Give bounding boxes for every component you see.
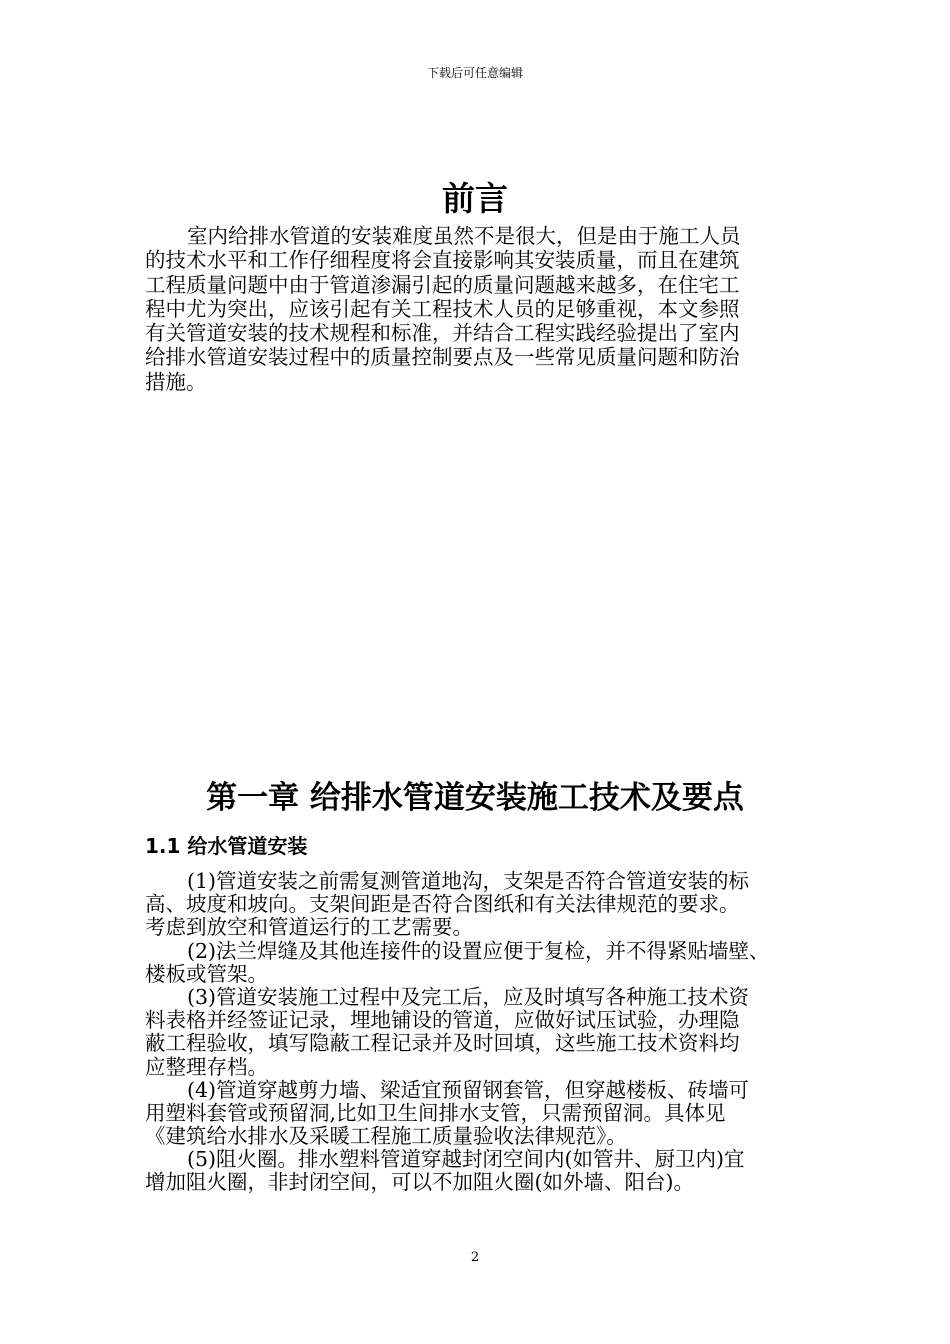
paragraph-line: 用塑料套管或预留洞,比如卫生间排水支管，只需预留洞。具体见 (145, 1100, 726, 1125)
paragraph-line: 给排水管道安装过程中的质量控制要点及一些常见质量问题和防治 (145, 345, 740, 370)
page-number: 2 (470, 1250, 480, 1265)
paragraph-line: 有关管道安装的技术规程和标准，并结合工程实践经验提出了室内 (145, 321, 740, 346)
paragraph-line: 高、坡度和坡向。支架间距是否符合图纸和有关法律规范的要求。 (145, 892, 740, 917)
paragraph-line: (3)管道安装施工过程中及完工后，应及时填写各种施工技术资 (187, 984, 750, 1009)
paragraph-line: 楼板或管架。 (145, 961, 268, 986)
paragraph-line: 考虑到放空和管道运行的工艺需要。 (145, 915, 473, 940)
paragraph-line: 工程质量问题中由于管道渗漏引起的质量问题越来越多，在住宅工 (145, 272, 740, 297)
paragraph-line: 室内给排水管道的安装难度虽然不是很大，但是由于施工人员 (187, 224, 741, 248)
paragraph-line: (2)法兰焊缝及其他连接件的设置应便于复检，并不得紧贴墙壁、 (187, 938, 770, 963)
paragraph-line: 《建筑给水排水及采暖工程施工质量验收法律规范》。 (145, 1124, 627, 1149)
paragraph-line: 程中尤为突出，应该引起有关工程技术人员的足够重视，本文参照 (145, 296, 740, 321)
paragraph-line: (4)管道穿越剪力墙、梁适宜预留钢套管，但穿越楼板、砖墙可 (187, 1077, 750, 1102)
chapter-body (145, 870, 825, 1195)
page-header-note: 下载后可任意编辑 (426, 66, 523, 80)
paragraph-line: 增加阻火圈，非封闭空间，可以不加阻火圈(如外墙、阳台)。 (145, 1170, 694, 1195)
paragraph-line: (5)阻火圈。排水塑料管道穿越封闭空间内(如管井、厨卫内)宜 (187, 1147, 745, 1172)
preface-title: 前言 (442, 179, 508, 218)
paragraph-line: 料表格并经签证记录，埋地铺设的管道，应做好试压试验，办理隐 (145, 1008, 740, 1033)
preface-paragraph (145, 224, 825, 394)
paragraph-line: 应整理存档。 (145, 1054, 268, 1079)
paragraph-line: 措施。 (145, 369, 207, 394)
paragraph-line: 的技术水平和工作仔细程度将会直接影响其安装质量，而且在建筑 (145, 248, 740, 273)
section-title: 1.1 给水管道安装 (145, 834, 308, 858)
chapter-title: 第一章 给排水管道安装施工技术及要点 (206, 780, 744, 816)
paragraph-line: (1)管道安装之前需复测管道地沟，支架是否符合管道安装的标 (187, 869, 750, 893)
paragraph-line: 蔽工程验收，填写隐蔽工程记录并及时回填，这些施工技术资料均 (145, 1031, 740, 1056)
